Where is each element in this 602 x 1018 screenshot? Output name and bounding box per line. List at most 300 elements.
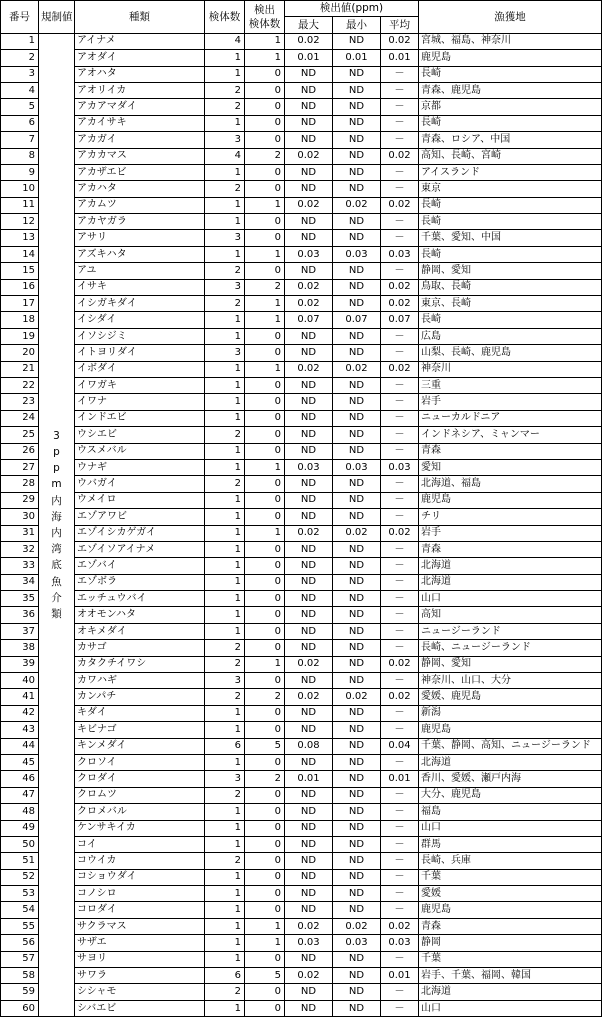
catch-area: 鹿児島 [419, 492, 602, 508]
catch-area: 京都 [419, 99, 602, 115]
sample-count: 1 [205, 443, 245, 459]
table-row [1, 722, 602, 738]
value-avg: － [381, 66, 419, 82]
table-row [1, 623, 602, 639]
row-number: 14 [1, 246, 39, 262]
table-row [1, 673, 602, 689]
value-avg: － [381, 541, 419, 557]
value-max: ND [285, 673, 333, 689]
value-min: 0.03 [333, 459, 381, 475]
header-regulation: 規制値 [39, 1, 75, 34]
value-max: ND [285, 345, 333, 361]
sample-count: 1 [205, 869, 245, 885]
table-row [1, 459, 602, 475]
species-name: クロソイ [75, 754, 205, 770]
value-avg: 0.02 [381, 279, 419, 295]
sample-count: 3 [205, 771, 245, 787]
row-number: 6 [1, 115, 39, 131]
sample-count: 1 [205, 705, 245, 721]
value-min: ND [333, 804, 381, 820]
value-min: ND [333, 427, 381, 443]
regulation-char: p [53, 462, 60, 475]
value-min: ND [333, 33, 381, 49]
table-row [1, 230, 602, 246]
detected-count: 0 [245, 820, 285, 836]
row-number: 12 [1, 214, 39, 230]
sample-count: 3 [205, 132, 245, 148]
table-row [1, 836, 602, 852]
row-number: 40 [1, 673, 39, 689]
species-name: アズキハタ [75, 246, 205, 262]
detected-count: 0 [245, 328, 285, 344]
value-min: 0.01 [333, 50, 381, 66]
value-avg: 0.02 [381, 33, 419, 49]
value-min: ND [333, 214, 381, 230]
sample-count: 3 [205, 673, 245, 689]
value-min: ND [333, 787, 381, 803]
value-min: ND [333, 394, 381, 410]
catch-area: 新潟 [419, 705, 602, 721]
detected-count: 0 [245, 951, 285, 967]
catch-area: 青森、ロシア、中国 [419, 132, 602, 148]
table-row [1, 656, 602, 672]
table-row [1, 296, 602, 312]
row-number: 17 [1, 296, 39, 312]
value-max: 0.03 [285, 459, 333, 475]
detected-count: 0 [245, 443, 285, 459]
table-row [1, 443, 602, 459]
sample-count: 3 [205, 345, 245, 361]
detected-count: 1 [245, 246, 285, 262]
value-avg: － [381, 623, 419, 639]
catch-area: 宮城、福島、神奈川 [419, 33, 602, 49]
row-number: 46 [1, 771, 39, 787]
regulation-char: 類 [51, 608, 62, 621]
sample-count: 1 [205, 574, 245, 590]
sample-count: 1 [205, 361, 245, 377]
catch-area: 愛媛 [419, 886, 602, 902]
value-min: ND [333, 951, 381, 967]
table-row [1, 148, 602, 164]
species-name: アカムツ [75, 197, 205, 213]
row-number: 57 [1, 951, 39, 967]
header-species: 種類 [75, 1, 205, 34]
sample-count: 6 [205, 968, 245, 984]
value-avg: 0.02 [381, 361, 419, 377]
catch-area: 三重 [419, 377, 602, 393]
value-avg: － [381, 492, 419, 508]
value-min: ND [333, 410, 381, 426]
sample-count: 1 [205, 558, 245, 574]
sample-count: 2 [205, 263, 245, 279]
catch-area: 福島 [419, 804, 602, 820]
value-max: 0.03 [285, 935, 333, 951]
species-name: カンパチ [75, 689, 205, 705]
value-max: ND [285, 476, 333, 492]
sample-count: 1 [205, 312, 245, 328]
value-max: 0.03 [285, 246, 333, 262]
sample-count: 2 [205, 984, 245, 1000]
value-max: ND [285, 574, 333, 590]
value-max: ND [285, 132, 333, 148]
species-name: インドエビ [75, 410, 205, 426]
table-row [1, 591, 602, 607]
table-row [1, 394, 602, 410]
value-min: ND [333, 1000, 381, 1016]
row-number: 54 [1, 902, 39, 918]
sample-count: 1 [205, 623, 245, 639]
value-avg: － [381, 886, 419, 902]
sample-count: 1 [205, 459, 245, 475]
row-number: 16 [1, 279, 39, 295]
value-min: ND [333, 132, 381, 148]
species-name: イトヨリダイ [75, 345, 205, 361]
detected-count: 1 [245, 656, 285, 672]
table-row [1, 771, 602, 787]
value-avg: － [381, 164, 419, 180]
catch-area: 青森、鹿児島 [419, 82, 602, 98]
value-avg: － [381, 263, 419, 279]
table-row [1, 820, 602, 836]
regulation-char: 内 [51, 527, 62, 539]
species-name: サワラ [75, 968, 205, 984]
table-row [1, 181, 602, 197]
row-number: 33 [1, 558, 39, 574]
species-name: アカアマダイ [75, 99, 205, 115]
catch-area: 愛知 [419, 459, 602, 475]
table-body [1, 33, 602, 1016]
species-name: エゾイシカゲガイ [75, 525, 205, 541]
row-number: 49 [1, 820, 39, 836]
species-name: エゾイソアイナメ [75, 541, 205, 557]
row-number: 56 [1, 935, 39, 951]
detected-count: 0 [245, 722, 285, 738]
table-row [1, 738, 602, 754]
table-row [1, 886, 602, 902]
catch-area: 東京 [419, 181, 602, 197]
value-min: ND [333, 148, 381, 164]
value-min: ND [333, 820, 381, 836]
value-max: ND [285, 705, 333, 721]
value-max: ND [285, 951, 333, 967]
value-min: ND [333, 984, 381, 1000]
value-max: ND [285, 230, 333, 246]
sample-count: 1 [205, 328, 245, 344]
species-name: サザエ [75, 935, 205, 951]
table-row [1, 312, 602, 328]
sample-count: 1 [205, 164, 245, 180]
detected-count: 0 [245, 754, 285, 770]
value-avg: － [381, 574, 419, 590]
value-min: 0.02 [333, 918, 381, 934]
value-avg: － [381, 410, 419, 426]
detected-count: 0 [245, 673, 285, 689]
detected-count: 1 [245, 312, 285, 328]
value-max: ND [285, 82, 333, 98]
value-avg: － [381, 328, 419, 344]
value-min: ND [333, 722, 381, 738]
value-avg: － [381, 476, 419, 492]
value-max: ND [285, 558, 333, 574]
value-min: ND [333, 279, 381, 295]
sample-count: 1 [205, 246, 245, 262]
value-max: ND [285, 623, 333, 639]
sample-count: 1 [205, 410, 245, 426]
value-max: 0.01 [285, 771, 333, 787]
species-name: ケンサキイカ [75, 820, 205, 836]
catch-area: 青森 [419, 918, 602, 934]
sample-count: 4 [205, 148, 245, 164]
value-min: 0.07 [333, 312, 381, 328]
table-row [1, 787, 602, 803]
species-name: イボダイ [75, 361, 205, 377]
value-max: 0.02 [285, 361, 333, 377]
value-max: ND [285, 181, 333, 197]
sample-count: 1 [205, 820, 245, 836]
value-avg: 0.01 [381, 968, 419, 984]
sample-count: 1 [205, 918, 245, 934]
catch-area: 長崎 [419, 197, 602, 213]
row-number: 44 [1, 738, 39, 754]
value-avg: 0.07 [381, 312, 419, 328]
value-avg: － [381, 607, 419, 623]
table-row [1, 918, 602, 934]
value-max: ND [285, 853, 333, 869]
species-name: アカハタ [75, 181, 205, 197]
species-name: イシダイ [75, 312, 205, 328]
sample-count: 2 [205, 99, 245, 115]
table-row [1, 99, 602, 115]
detected-count: 0 [245, 705, 285, 721]
value-max: ND [285, 787, 333, 803]
table-row [1, 82, 602, 98]
catch-area: 岩手 [419, 525, 602, 541]
species-name: コロダイ [75, 902, 205, 918]
row-number: 10 [1, 181, 39, 197]
sample-count: 2 [205, 476, 245, 492]
value-min: ND [333, 328, 381, 344]
detected-count: 2 [245, 689, 285, 705]
table-row [1, 115, 602, 131]
row-number: 5 [1, 99, 39, 115]
detected-count: 1 [245, 50, 285, 66]
table-row [1, 132, 602, 148]
value-max: ND [285, 820, 333, 836]
value-max: ND [285, 836, 333, 852]
value-avg: － [381, 951, 419, 967]
catch-area: 岩手 [419, 394, 602, 410]
header-area: 漁獲地 [419, 1, 602, 34]
detected-count: 1 [245, 918, 285, 934]
value-max: ND [285, 869, 333, 885]
value-min: ND [333, 705, 381, 721]
value-min: ND [333, 558, 381, 574]
sample-count: 6 [205, 738, 245, 754]
value-max: ND [285, 754, 333, 770]
value-max: 0.08 [285, 738, 333, 754]
row-number: 18 [1, 312, 39, 328]
value-max: ND [285, 263, 333, 279]
value-min: ND [333, 296, 381, 312]
header-min: 最小 [333, 17, 381, 33]
row-number: 41 [1, 689, 39, 705]
value-avg: － [381, 377, 419, 393]
species-name: イソシジミ [75, 328, 205, 344]
catch-area: 千葉、静岡、高知、ニュージーランド [419, 738, 602, 754]
catch-area: 広島 [419, 328, 602, 344]
catch-area: 山梨、長崎、鹿児島 [419, 345, 602, 361]
species-name: アオダイ [75, 50, 205, 66]
value-max: ND [285, 164, 333, 180]
detected-count: 0 [245, 427, 285, 443]
detected-count: 1 [245, 361, 285, 377]
sample-count: 1 [205, 66, 245, 82]
table-row [1, 951, 602, 967]
value-min: 0.02 [333, 689, 381, 705]
species-name: カサゴ [75, 640, 205, 656]
row-number: 19 [1, 328, 39, 344]
row-number: 4 [1, 82, 39, 98]
value-min: ND [333, 640, 381, 656]
value-max: 0.07 [285, 312, 333, 328]
detected-count: 0 [245, 82, 285, 98]
detected-count: 1 [245, 459, 285, 475]
value-avg: － [381, 804, 419, 820]
value-max: ND [285, 640, 333, 656]
row-number: 9 [1, 164, 39, 180]
species-name: アユ [75, 263, 205, 279]
regulation-char: 内 [51, 494, 62, 507]
header-no: 番号 [1, 1, 39, 34]
value-avg: － [381, 345, 419, 361]
table-row [1, 968, 602, 984]
value-max: 0.02 [285, 197, 333, 213]
value-min: ND [333, 574, 381, 590]
value-max: 0.02 [285, 296, 333, 312]
sample-count: 1 [205, 836, 245, 852]
species-name: エゾバイ [75, 558, 205, 574]
value-min: ND [333, 853, 381, 869]
species-name: コイ [75, 836, 205, 852]
detected-count: 0 [245, 164, 285, 180]
species-name: アイナメ [75, 33, 205, 49]
species-name: アオハタ [75, 66, 205, 82]
species-name: シバエビ [75, 1000, 205, 1016]
sample-count: 1 [205, 754, 245, 770]
value-avg: 0.02 [381, 918, 419, 934]
catch-area: 静岡 [419, 935, 602, 951]
value-min: ND [333, 115, 381, 131]
table-row [1, 246, 602, 262]
detected-count: 0 [245, 623, 285, 639]
value-min: ND [333, 673, 381, 689]
table-row [1, 853, 602, 869]
value-min: 0.03 [333, 935, 381, 951]
catch-area: 青森 [419, 541, 602, 557]
sample-count: 1 [205, 115, 245, 131]
value-min: ND [333, 771, 381, 787]
catch-area: 北海道 [419, 754, 602, 770]
detected-count: 0 [245, 591, 285, 607]
value-avg: 0.01 [381, 771, 419, 787]
catch-area: 愛媛、鹿児島 [419, 689, 602, 705]
value-min: ND [333, 738, 381, 754]
row-number: 29 [1, 492, 39, 508]
catch-area: 大分、鹿児島 [419, 787, 602, 803]
sample-count: 1 [205, 525, 245, 541]
row-number: 38 [1, 640, 39, 656]
species-name: アサリ [75, 230, 205, 246]
value-avg: － [381, 640, 419, 656]
regulation-char: 介 [51, 591, 62, 604]
row-number: 50 [1, 836, 39, 852]
value-max: ND [285, 410, 333, 426]
value-min: ND [333, 591, 381, 607]
catch-area: 千葉、愛知、中国 [419, 230, 602, 246]
table-row [1, 345, 602, 361]
table-row [1, 607, 602, 623]
value-max: ND [285, 492, 333, 508]
value-max: ND [285, 66, 333, 82]
row-number: 42 [1, 705, 39, 721]
species-name: アカカマス [75, 148, 205, 164]
detected-count: 0 [245, 853, 285, 869]
catch-area: 長崎 [419, 312, 602, 328]
value-max: ND [285, 115, 333, 131]
sample-count: 2 [205, 82, 245, 98]
value-min: ND [333, 623, 381, 639]
value-avg: 0.02 [381, 656, 419, 672]
sample-count: 1 [205, 886, 245, 902]
sample-count: 1 [205, 214, 245, 230]
catch-area: 山口 [419, 820, 602, 836]
value-avg: － [381, 1000, 419, 1016]
detected-count: 0 [245, 230, 285, 246]
detected-count: 0 [245, 394, 285, 410]
row-number: 20 [1, 345, 39, 361]
species-name: アカヤガラ [75, 214, 205, 230]
table-row [1, 164, 602, 180]
catch-area: 鹿児島 [419, 722, 602, 738]
value-avg: － [381, 82, 419, 98]
species-name: シシャモ [75, 984, 205, 1000]
sample-count: 4 [205, 33, 245, 49]
value-max: 0.02 [285, 968, 333, 984]
value-avg: － [381, 787, 419, 803]
row-number: 43 [1, 722, 39, 738]
species-name: キビナゴ [75, 722, 205, 738]
value-max: ND [285, 886, 333, 902]
detected-count: 0 [245, 886, 285, 902]
species-name: イワナ [75, 394, 205, 410]
detected-count: 0 [245, 558, 285, 574]
value-avg: － [381, 181, 419, 197]
sample-count: 3 [205, 230, 245, 246]
value-avg: － [381, 673, 419, 689]
catch-area: ニュージーランド [419, 623, 602, 639]
table-row [1, 640, 602, 656]
regulation-char: p [53, 445, 60, 458]
sample-count: 2 [205, 656, 245, 672]
table-row [1, 902, 602, 918]
value-max: 0.02 [285, 33, 333, 49]
species-name: クロダイ [75, 771, 205, 787]
value-avg: － [381, 509, 419, 525]
row-number: 21 [1, 361, 39, 377]
catch-area: 岩手、千葉、福岡、韓国 [419, 968, 602, 984]
detected-count: 0 [245, 869, 285, 885]
value-avg: － [381, 705, 419, 721]
